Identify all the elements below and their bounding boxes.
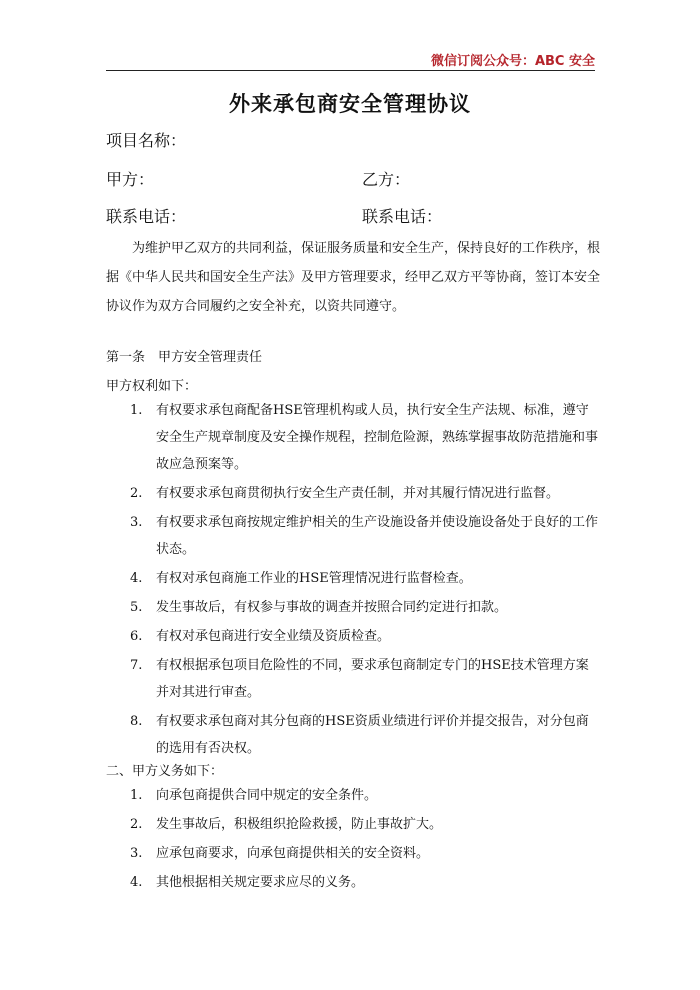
duties-list — [106, 782, 600, 898]
party-a-label: 甲方： — [106, 170, 155, 189]
list-item: 5. 发生事故后，有权参与事故的调查并按照合同约定进行扣款。 — [130, 600, 508, 615]
list-item: 3. 应承包商要求，向承包商提供相关的安全资料。 — [130, 846, 430, 861]
party-b-label: 乙方： — [362, 170, 411, 189]
page-header — [106, 44, 595, 71]
list-item: 3. 有权要求承包商按规定维护相关的生产设施设备并使设施设备处于良好的工作状态。 — [130, 515, 599, 557]
article-1-heading: 第一条 甲方安全管理责任 — [106, 350, 263, 365]
document-title: 外来承包商安全管理协议 — [229, 92, 471, 116]
list-item: 4. 其他根据相关规定要求应尽的义务。 — [130, 875, 365, 890]
list-item: 7. 有权根据承包项目危险性的不同，要求承包商制定专门的HSE技术管理方案并对其进行审查。 — [130, 658, 589, 700]
list-item: 1. 向承包商提供合同中规定的安全条件。 — [130, 788, 378, 803]
party-b-phone-label: 联系电话： — [362, 207, 443, 226]
party-a-phone-label: 联系电话： — [106, 207, 187, 226]
intro-paragraph: 为维护甲乙双方的共同利益，保证服务质量和安全生产，保持良好的工作秩序，根据《中华人民共和国安全生产法》及甲方管理要求，经甲乙双方平等协商，签订本安全协议作为双方合同履约之安全补充，以资共同遵守。 — [106, 241, 601, 314]
list-item: 2. 有权要求承包商贯彻执行安全生产责任制，并对其履行情况进行监督。 — [130, 486, 560, 501]
list-item: 6. 有权对承包商进行安全业绩及资质检查。 — [130, 629, 391, 644]
list-item: 1. 有权要求承包商配备HSE管理机构或人员，执行安全生产法规、标准，遵守安全生产规章制度及安全操作规程，控制危险源，熟练掌握事故防范措施和事故应急预案等。 — [130, 403, 599, 472]
duties-heading: 二、甲方义务如下： — [106, 764, 224, 779]
list-item: 2. 发生事故后，积极组织抢险救援，防止事故扩大。 — [130, 817, 443, 832]
header-text: 微信订阅公众号：ABC 安全 — [430, 54, 595, 69]
list-item: 4. 有权对承包商施工作业的HSE管理情况进行监督检查。 — [130, 571, 472, 586]
project-name-label: 项目名称： — [106, 131, 187, 150]
rights-heading: 甲方权利如下： — [106, 379, 198, 394]
rights-list — [106, 397, 600, 764]
list-item: 8. 有权要求承包商对其分包商的HSE资质业绩进行评价并提交报告，对分包商的选用有否决权。 — [130, 714, 589, 756]
